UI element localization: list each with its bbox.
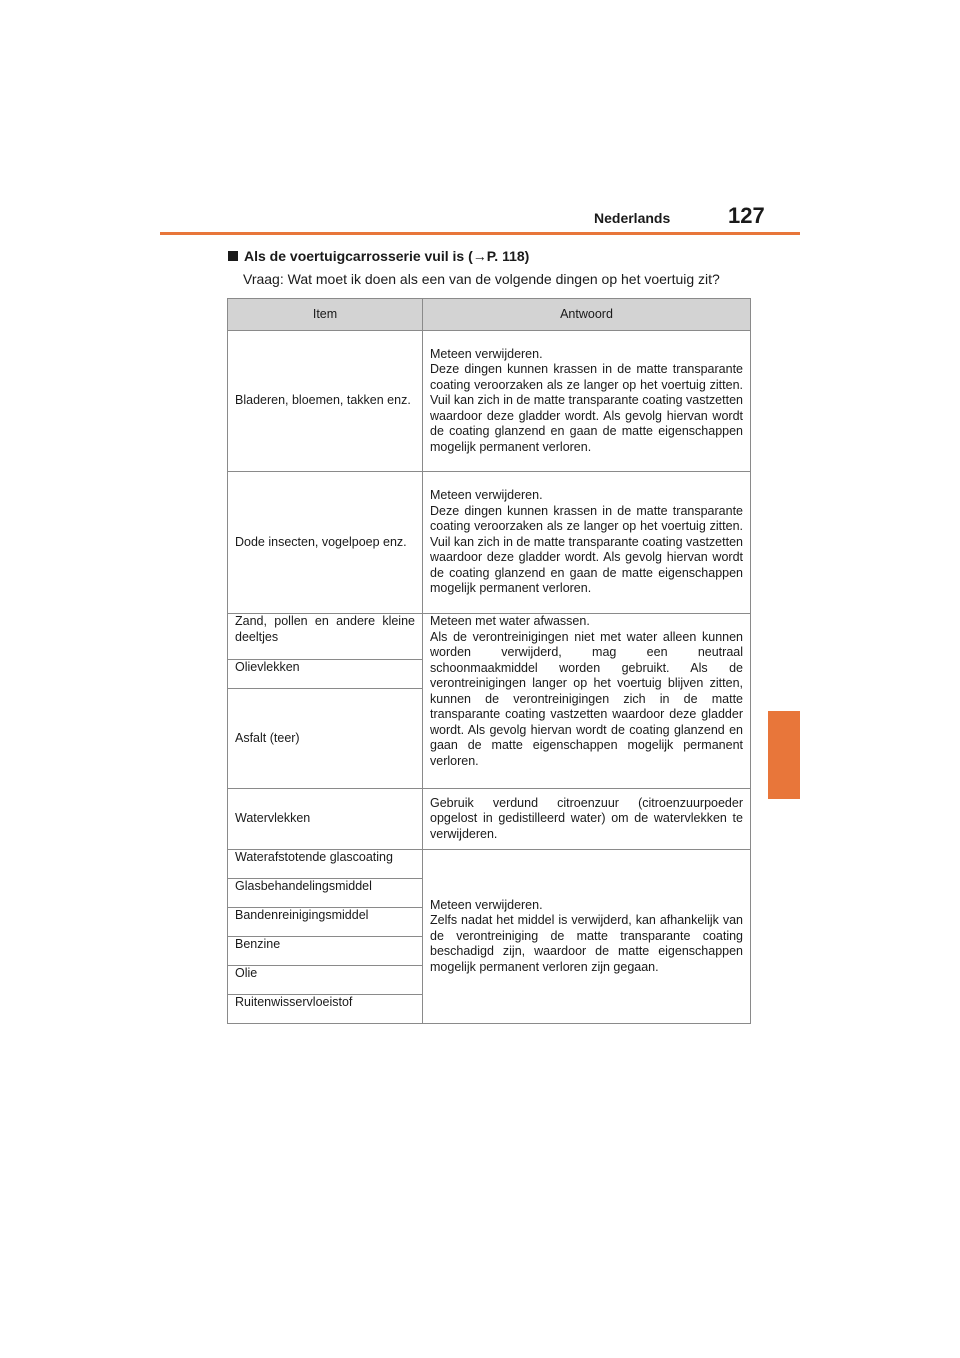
table-row xyxy=(228,850,751,879)
item-cell: Dode insecten, vogelpoep enz. xyxy=(228,472,423,614)
item-cell: Benzine xyxy=(228,937,423,966)
column-header-item: Item xyxy=(228,299,423,331)
column-header-answer: Antwoord xyxy=(423,299,751,331)
item-cell: Glasbehandelingsmiddel xyxy=(228,879,423,908)
page-header xyxy=(0,0,960,240)
item-cell: Watervlekken xyxy=(228,789,423,850)
item-cell: Ruitenwisservloeistof xyxy=(228,995,423,1024)
language-label: Nederlands xyxy=(594,210,671,226)
table-row xyxy=(228,614,751,660)
table-row xyxy=(228,472,751,614)
table-row xyxy=(228,789,751,850)
item-cell: Zand, pollen en andere kleine deeltjes xyxy=(228,614,423,660)
chapter-tab xyxy=(768,711,800,799)
care-table xyxy=(227,298,751,1024)
answer-cell: Meteen verwijderen. Zelfs nadat het middel is verwijderd, kan afhankelijk van de verontreiniging de matte transparante coating beschadigd zijn, waardoor de matte eigenschappen mogelijk permanent verloren zijn gegaan. xyxy=(423,850,751,1024)
table-row xyxy=(228,331,751,472)
item-cell: Waterafstotende glascoating xyxy=(228,850,423,879)
answer-cell: Gebruik verdund citroenzuur (citroenzuurpoeder opgelost in gedistilleerd water) om de watervlekken te verwijderen. xyxy=(423,789,751,850)
section-title-text: Als de voertuigcarrosserie vuil is (→P. 118) xyxy=(244,248,530,264)
item-cell: Asfalt (teer) xyxy=(228,689,423,789)
section-title xyxy=(228,248,529,264)
answer-cell: Meteen met water afwassen. Als de verontreinigingen niet met water alleen kunnen worden verwijderd, mag een neutraal schoonmaakmiddel worden gebruikt. Als de verontreinigingen langer op het voertuig blijven zitten, kunnen de verontreinigingen zich in de matte transparante coating vastzetten waardoor deze gladder wordt. Als gevolg hiervan wordt de coating glanzend en gaan de matte eigenschappen mogelijk permanent verloren. xyxy=(423,614,751,789)
square-bullet-icon xyxy=(228,251,238,261)
item-cell: Bandenreinigingsmiddel xyxy=(228,908,423,937)
item-cell: Olievlekken xyxy=(228,660,423,689)
page-number: 127 xyxy=(728,203,765,228)
item-cell: Olie xyxy=(228,966,423,995)
answer-cell: Meteen verwijderen. Deze dingen kunnen krassen in de matte transparante coating veroorzaken als ze langer op het voertuig zitten. Vuil kan zich in de matte transparante coating vastzetten waardoor deze gladder wordt. Als gevolg hiervan wordt de coating glanzend en gaan de matte eigenschappen mogelijk permanent verloren. xyxy=(423,331,751,472)
table-header-row xyxy=(228,299,751,331)
header-rule xyxy=(160,232,800,235)
question-text: Vraag: Wat moet ik doen als een van de volgende dingen op het voertuig zit? xyxy=(243,271,720,287)
answer-cell: Meteen verwijderen. Deze dingen kunnen krassen in de matte transparante coating veroorzaken als ze langer op het voertuig zitten. Vuil kan zich in de matte transparante coating vastzetten waardoor deze gladder wordt. Als gevolg hiervan wordt de coating glanzend en gaan de matte eigenschappen mogelijk permanent verloren. xyxy=(423,472,751,614)
item-cell: Bladeren, bloemen, takken enz. xyxy=(228,331,423,472)
